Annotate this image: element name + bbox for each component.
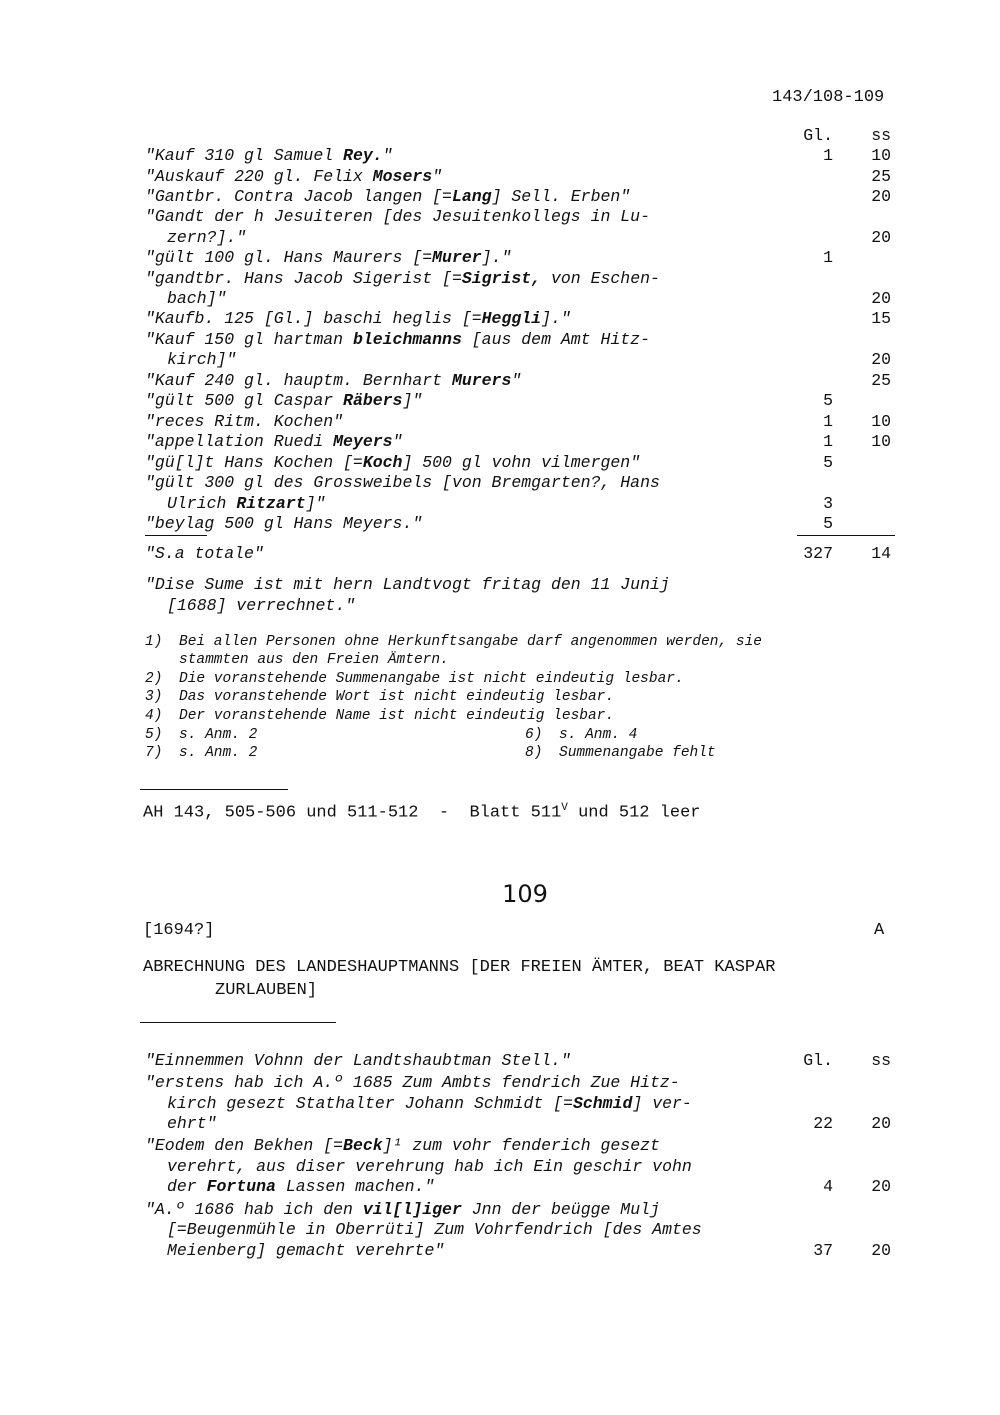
footnote-a — [145, 727, 257, 743]
table-row — [145, 167, 905, 187]
footnote-separator — [140, 789, 288, 790]
row-ss: 10 — [871, 412, 891, 431]
footnote — [145, 671, 684, 687]
entry-text — [145, 1241, 444, 1260]
row-text-part: "Gandt der h Jesuiteren [des Jesuitenkollegs in Lu- — [145, 207, 650, 226]
row-gl: 5 — [823, 391, 833, 410]
table-row — [145, 330, 905, 350]
note-text — [145, 575, 670, 594]
row-text-part: "Kaufb. 125 [Gl.] baschi heglis [= — [145, 309, 482, 328]
entry-bold: Schmid — [572, 1094, 633, 1113]
row-text — [145, 350, 236, 369]
entry-text: "Eodem den Bekhen [= — [145, 1136, 344, 1155]
col-gl-label: Gl. — [803, 1051, 833, 1070]
entry-gl — [813, 1241, 833, 1260]
footnote-number: 3) — [145, 689, 163, 705]
table-row — [145, 289, 905, 309]
footnote-text: stammten aus den Freien Ämtern. — [179, 652, 449, 668]
footnote-number: 6) — [525, 727, 543, 743]
document-number: 109 — [502, 880, 548, 908]
row-text — [145, 412, 343, 431]
footnote-text: Bei allen Personen ohne Herkunftsangabe darf angenommen werden, sie — [179, 634, 762, 650]
row-text-part: "Auskauf 220 gl. Felix — [145, 167, 373, 186]
row-ss: 15 — [871, 309, 891, 328]
total-row — [145, 544, 905, 564]
row-text-part: " — [432, 167, 443, 186]
table1-header — [145, 126, 905, 146]
row-gl: 3 — [823, 494, 833, 513]
note-line — [145, 575, 905, 595]
footnote-b — [525, 745, 716, 761]
entry-text: ehrt" — [167, 1114, 217, 1133]
note-line — [145, 596, 905, 616]
document-title: ABRECHNUNG DES LANDESHAUPTMANNS [DER FREIEN ÄMTER, BEAT KASPAR — [143, 958, 776, 977]
note-text-2: [1688] verrechnet." — [167, 596, 356, 615]
row-name: Koch — [362, 453, 403, 472]
table2-heading-text: "Einnemmen Vohnn der Landtshaubtman Stell." — [145, 1051, 571, 1070]
total-label — [145, 544, 264, 563]
row-text-part: "appellation Ruedi — [145, 432, 334, 451]
table-row — [145, 453, 905, 473]
source-reference — [143, 802, 701, 823]
underline-left — [145, 535, 207, 536]
footnote-text: s. Anm. 4 — [559, 727, 638, 743]
footnote-number: 4) — [145, 708, 163, 724]
entry-text: Lassen machen." — [275, 1177, 435, 1196]
row-gl: 5 — [823, 514, 833, 533]
row-text — [145, 207, 650, 226]
footnote-text: Summenangabe fehlt — [559, 745, 716, 761]
row-name: Räbers — [343, 391, 403, 410]
row-text-part: " — [392, 432, 403, 451]
entry-text: verehrt, aus diser verehrung hab ich Ein geschir vohn — [167, 1157, 692, 1176]
row-ss: 25 — [871, 371, 891, 390]
source-text: AH 143, 505-506 und 511-512 - Blatt 511 — [143, 803, 562, 823]
entry-line — [145, 1094, 905, 1114]
col-gl-header — [803, 1051, 833, 1070]
row-gl: 1 — [823, 248, 833, 267]
footnote-text: s. Anm. 2 — [179, 727, 258, 743]
row-text — [145, 187, 630, 206]
sum-rule — [797, 535, 895, 536]
footnote — [145, 652, 449, 668]
source-verso: V — [561, 802, 568, 814]
entry-text: "erstens hab ich A.º 1685 Zum Ambts fendrich Zue Hitz- — [145, 1073, 680, 1092]
footnote-text: Der voranstehende Name ist nicht eindeutig lesbar. — [179, 708, 615, 724]
row-text-part: Ulrich — [167, 494, 237, 513]
table-row — [145, 494, 905, 514]
footnote-number: 5) — [145, 727, 163, 743]
table-row — [145, 309, 905, 329]
col-ss-header — [871, 126, 891, 145]
row-name: Lang — [451, 187, 492, 206]
row-ss: 10 — [871, 432, 891, 451]
entry-text — [145, 1177, 434, 1196]
entry-text — [145, 1114, 217, 1133]
row-name: Heggli — [481, 309, 542, 328]
entry-line — [145, 1200, 905, 1220]
row-text-part: "Kauf 310 gl Samuel — [145, 146, 344, 165]
row-text — [145, 167, 442, 186]
table-row — [145, 391, 905, 411]
row-name: Ritzart — [236, 494, 306, 513]
footnote — [145, 708, 614, 724]
entry-bold: Fortuna — [206, 1177, 276, 1196]
row-text-part: "Kauf 150 gl hartman — [145, 330, 353, 349]
row-text-part: ] Sell. Erben" — [491, 187, 631, 206]
row-gl: 1 — [823, 412, 833, 431]
entry-line — [145, 1136, 905, 1156]
row-ss: 10 — [871, 146, 891, 165]
entry-text — [145, 1157, 692, 1176]
entry-text: kirch gesezt Stathalter Johann Schmidt [= — [167, 1094, 573, 1113]
document-date: [1694?] — [143, 921, 215, 940]
row-text — [145, 494, 325, 513]
row-ss: 20 — [871, 228, 891, 247]
footnote-text: Die voranstehende Summenangabe ist nicht eindeutig lesbar. — [179, 671, 684, 687]
entry-text — [145, 1220, 702, 1239]
total-label-text: "S.a totale" — [145, 544, 264, 563]
footnote-number: 1) — [145, 634, 163, 650]
document-type: A — [874, 921, 885, 940]
entry-text: Jnn der beügge Mulj — [461, 1200, 660, 1219]
row-text — [145, 289, 226, 308]
row-text-part: "gült 500 gl Caspar — [145, 391, 344, 410]
entry-text: der — [167, 1177, 207, 1196]
entry-text: ]¹ zum vohr fenderich gesezt — [382, 1136, 660, 1155]
entry-gl — [813, 1114, 833, 1133]
row-name: Rey. — [343, 146, 383, 165]
row-text-part: kirch]" — [167, 350, 237, 369]
entry-ss — [871, 1114, 891, 1133]
row-text-part: "gült 100 gl. Hans Maurers [= — [145, 248, 433, 267]
entry-text: [=Beugenmühle in Oberrüti] Zum Vohrfendrich [des Amtes — [167, 1220, 702, 1239]
footnote-text: Das voranstehende Wort ist nicht eindeutig lesbar. — [179, 689, 615, 705]
row-gl: 1 — [823, 146, 833, 165]
col-ss-label: ss — [871, 126, 891, 145]
table-row — [145, 269, 905, 289]
row-text — [145, 146, 393, 165]
table-row — [145, 248, 905, 268]
row-gl: 1 — [823, 432, 833, 451]
row-name: Murer — [432, 248, 482, 267]
entry-ss — [871, 1241, 891, 1260]
row-name: bleichmanns — [352, 330, 462, 349]
table-row — [145, 432, 905, 452]
table-row — [145, 207, 905, 227]
footnote-a — [145, 745, 257, 761]
entry-text — [145, 1200, 660, 1219]
row-text-part: "gü[l]t Hans Kochen [= — [145, 453, 363, 472]
row-text-part: " — [382, 146, 393, 165]
row-text-part: "Kauf 240 gl. hauptm. Bernhart — [145, 371, 452, 390]
entry-gl-value: 4 — [823, 1177, 833, 1196]
col-gl-label: Gl. — [803, 126, 833, 145]
entry-ss-value: 20 — [871, 1114, 891, 1133]
row-text-part: von Eschen- — [541, 269, 660, 288]
entry-bold: vil[l]iger — [362, 1200, 462, 1219]
total-gl-value: 327 — [803, 544, 833, 563]
footnote-number: 8) — [525, 745, 543, 761]
col-ss-label: ss — [871, 1051, 891, 1070]
row-text-part: zern?]." — [167, 228, 247, 247]
entry-line — [145, 1220, 905, 1240]
row-name: Meyers — [333, 432, 393, 451]
entry-bold: Beck — [343, 1136, 383, 1155]
entry-line — [145, 1157, 905, 1177]
row-text — [145, 269, 660, 288]
row-ss: 20 — [871, 289, 891, 308]
entry-line — [145, 1114, 905, 1134]
row-name: Murers — [451, 371, 512, 390]
table-row — [145, 146, 905, 166]
title-separator — [140, 1022, 336, 1023]
row-text — [145, 371, 521, 390]
note-text — [145, 596, 355, 615]
table-row — [145, 514, 905, 534]
row-ss: 20 — [871, 350, 891, 369]
entry-text: Meienberg] gemacht verehrte" — [167, 1241, 445, 1260]
row-text — [145, 514, 422, 533]
row-text — [145, 473, 660, 492]
row-text-part: ]" — [402, 391, 423, 410]
note-text-1: "Dise Sume ist mit hern Landtvogt fritag den 11 Junij — [145, 575, 670, 594]
row-text-part: [aus dem Amt Hitz- — [461, 330, 650, 349]
row-ss: 20 — [871, 187, 891, 206]
entry-ss-value: 20 — [871, 1177, 891, 1196]
footnote — [145, 689, 614, 705]
entry-text: ] ver- — [632, 1094, 692, 1113]
entry-line — [145, 1073, 905, 1093]
row-text — [145, 432, 402, 451]
entry-text — [145, 1136, 660, 1155]
entry-text: "A.º 1686 hab ich den — [145, 1200, 363, 1219]
row-name: Sigrist, — [461, 269, 542, 288]
row-text — [145, 248, 511, 267]
footnote — [145, 634, 762, 650]
footnote-text: s. Anm. 2 — [179, 745, 258, 761]
table-row — [145, 228, 905, 248]
table-row — [145, 187, 905, 207]
entry-ss-value: 20 — [871, 1241, 891, 1260]
entry-gl — [823, 1177, 833, 1196]
row-text-part: "Gantbr. Contra Jacob langen [= — [145, 187, 452, 206]
table-row — [145, 412, 905, 432]
row-text-part: ]." — [481, 248, 512, 267]
footnote-number: 2) — [145, 671, 163, 687]
page-reference: 143/108-109 — [772, 88, 885, 107]
row-text-part: "gült 300 gl des Grossweibels [von Bremgarten?, Hans — [145, 473, 660, 492]
row-text-part: ] 500 gl vohn vilmergen" — [402, 453, 641, 472]
table2-heading — [145, 1051, 571, 1070]
col-ss-header — [871, 1051, 891, 1070]
source-text: und 512 leer — [567, 803, 701, 823]
table2-header — [145, 1051, 905, 1071]
entry-gl-value: 37 — [813, 1241, 833, 1260]
row-text-part: "beylag 500 gl Hans Meyers." — [145, 514, 423, 533]
row-gl: 5 — [823, 453, 833, 472]
total-ss-value: 14 — [871, 544, 891, 563]
entry-gl-value: 22 — [813, 1114, 833, 1133]
entry-ss — [871, 1177, 891, 1196]
col-gl-header — [803, 126, 833, 145]
row-text — [145, 309, 571, 328]
footnote-number: 7) — [145, 745, 163, 761]
table-row — [145, 473, 905, 493]
table-row — [145, 350, 905, 370]
row-text — [145, 330, 650, 349]
entry-line — [145, 1241, 905, 1261]
total-ss — [871, 544, 891, 563]
entry-text — [145, 1094, 692, 1113]
row-text-part: ]" — [305, 494, 326, 513]
document-title: ZURLAUBEN] — [215, 981, 318, 1000]
row-text — [145, 453, 640, 472]
row-text-part: "gandtbr. Hans Jacob Sigerist [= — [145, 269, 462, 288]
row-text — [145, 228, 246, 247]
entry-text — [145, 1073, 680, 1092]
row-name: Mosers — [372, 167, 433, 186]
row-text-part: bach]" — [167, 289, 227, 308]
row-text-part: "reces Ritm. Kochen" — [145, 412, 344, 431]
row-text-part: " — [511, 371, 522, 390]
table-row — [145, 371, 905, 391]
entry-line — [145, 1177, 905, 1197]
row-ss: 25 — [871, 167, 891, 186]
footnote-b — [525, 727, 637, 743]
total-gl — [803, 544, 833, 563]
row-text — [145, 391, 422, 410]
row-text-part: ]." — [541, 309, 571, 328]
